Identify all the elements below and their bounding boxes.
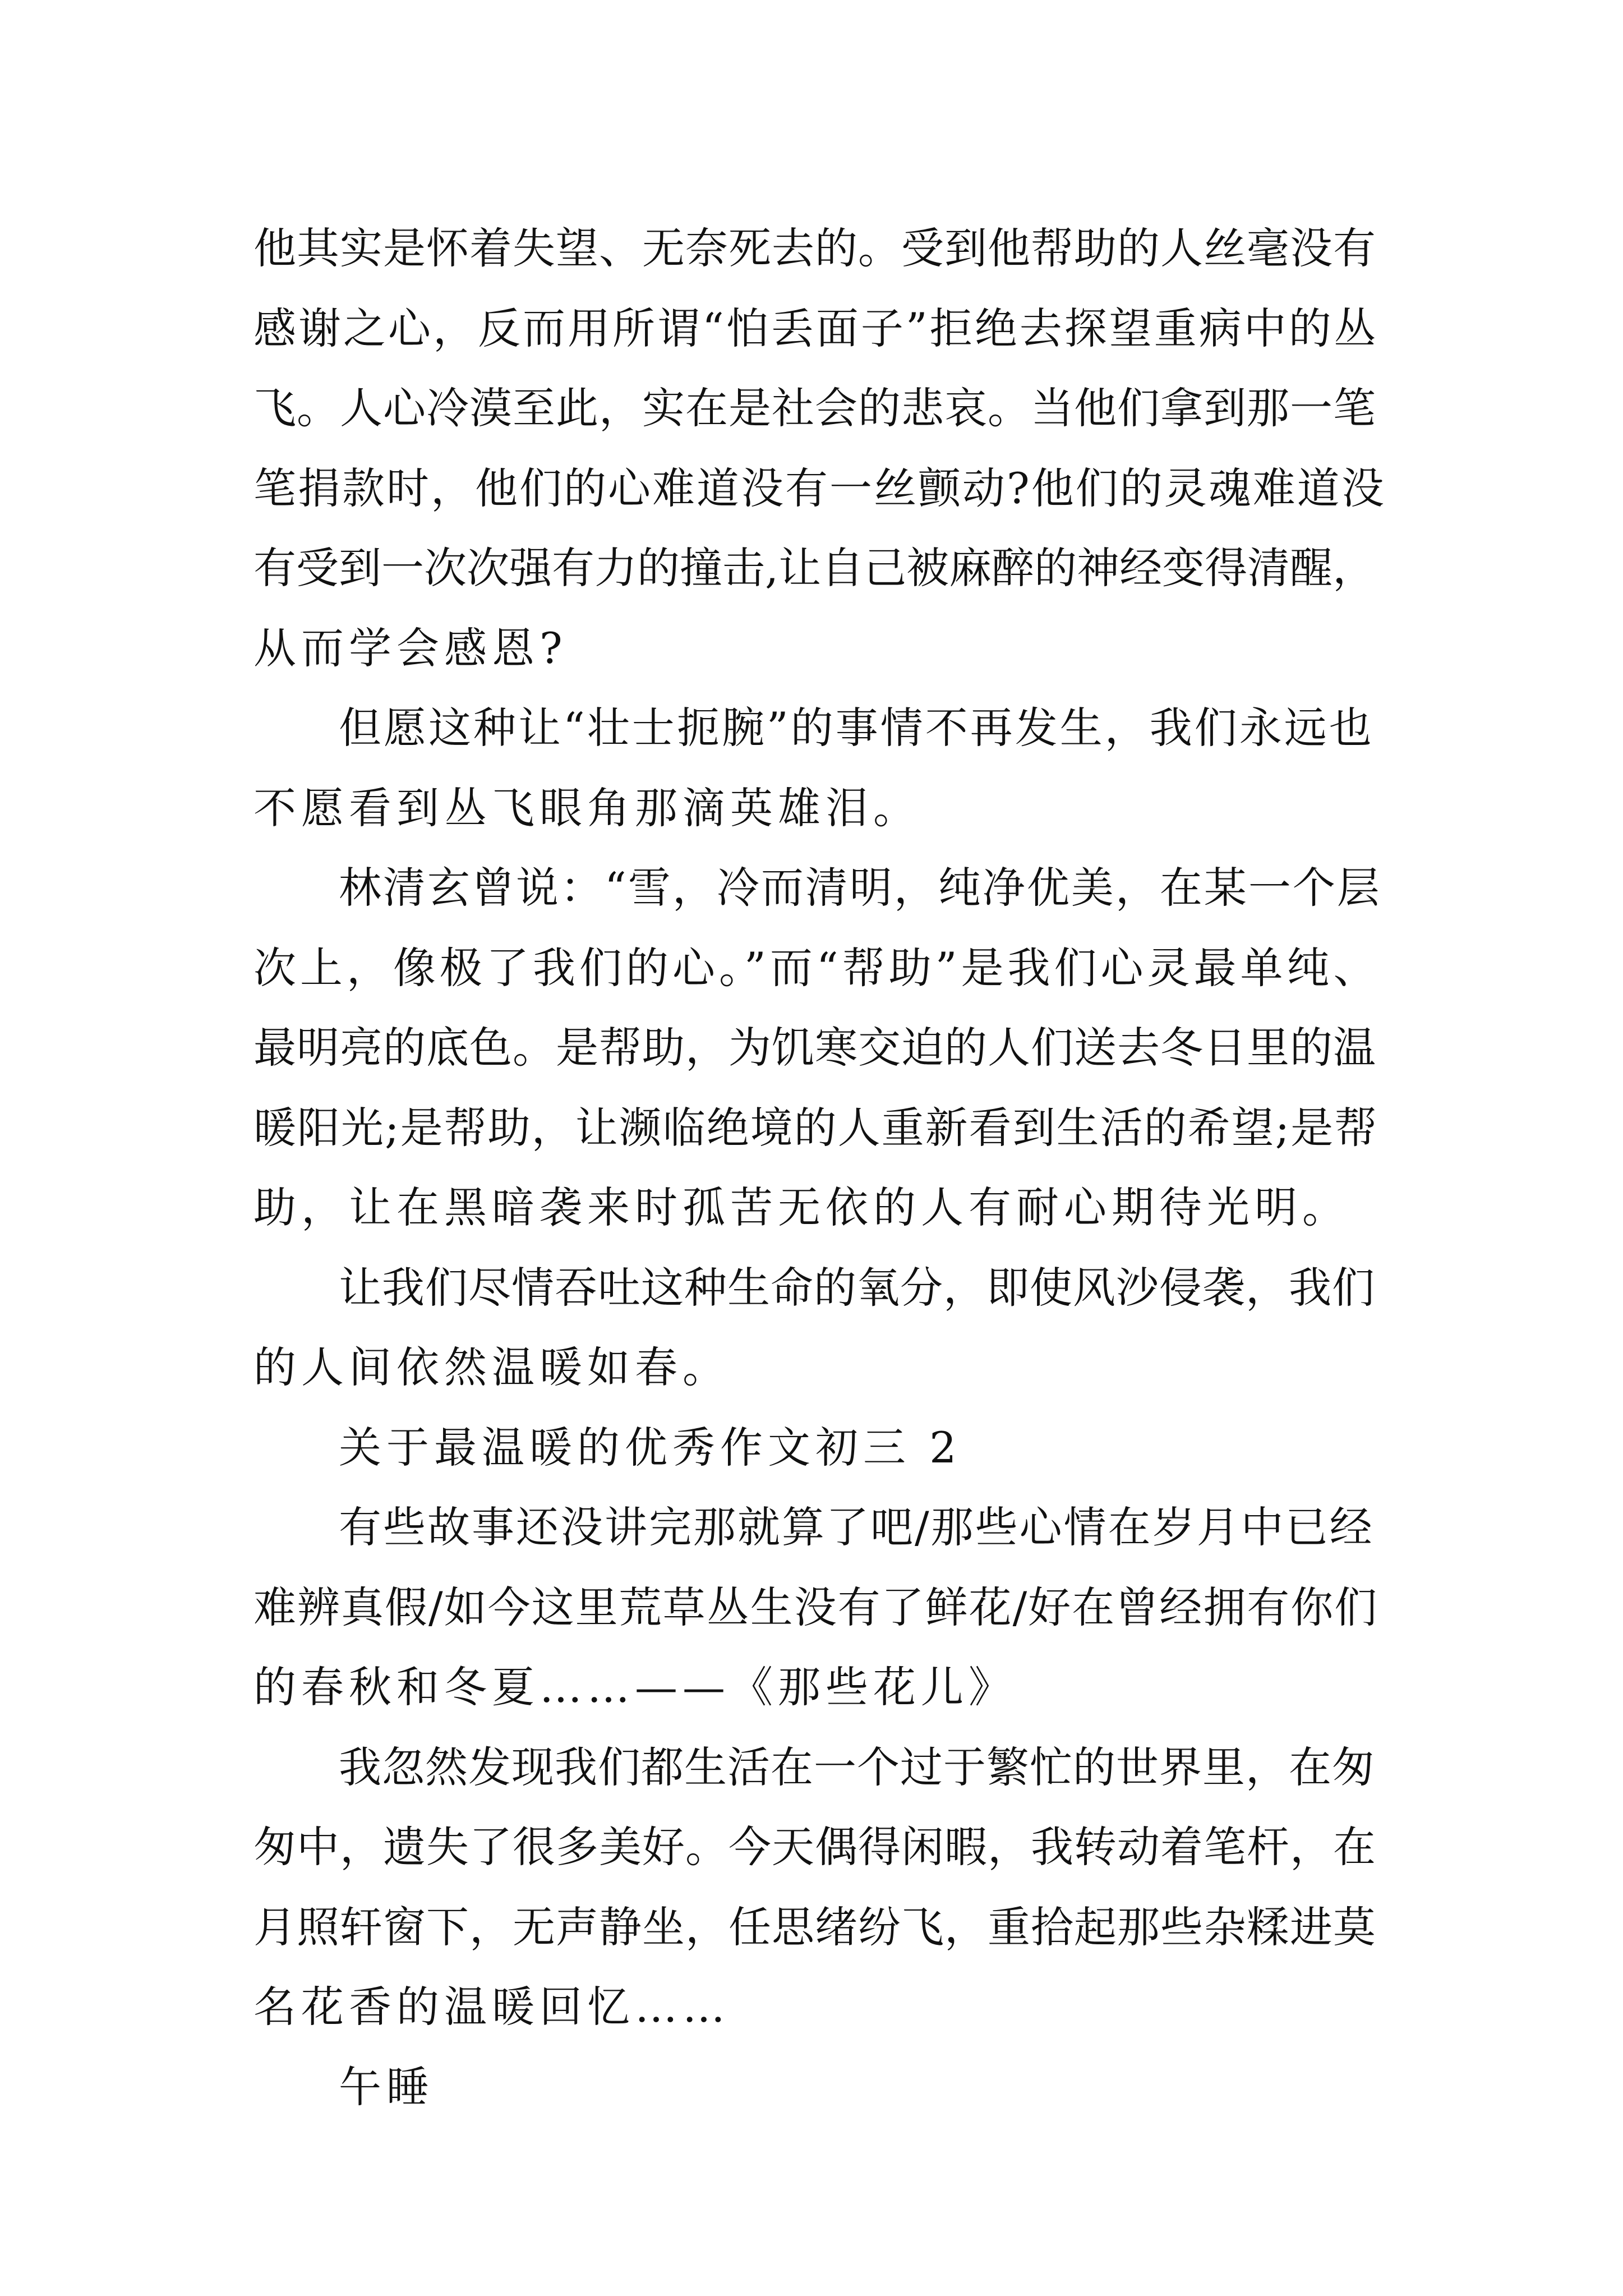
- text-line: 午睡: [339, 2062, 434, 2112]
- text-line: 我忽然发现我们都生活在一个过于繁忙的世界里，在匆: [339, 1742, 1375, 1792]
- text-line: 最明亮的底色。是帮助，为饥寒交迫的人们送去冬日里的温: [253, 1023, 1376, 1073]
- document-body: [253, 209, 1386, 2127]
- text-line: 助，让在黑暗袭来时孤苦无依的人有耐心期待光明。: [253, 1182, 1350, 1232]
- text-line: 匆中，遗失了很多美好。今天偶得闲暇，我转动着笔杆，在: [253, 1822, 1376, 1872]
- text-line: 暖阳光;是帮助，让濒临绝境的人重新看到生活的希望;是帮: [253, 1102, 1378, 1153]
- text-line: 感谢之心，反而用所谓“怕丢面子”拒绝去探望重病中的丛: [253, 303, 1378, 353]
- text-line: 但愿这种让“壮士扼腕”的事情不再发生，我们永远也: [339, 703, 1374, 753]
- text-line: 关于最温暖的优秀作文初三 2: [339, 1422, 962, 1473]
- text-line: 从而学会感恩?: [253, 623, 568, 673]
- text-line: 次上，像极了我们的心。”而“帮助”是我们心灵最单纯、: [253, 942, 1380, 993]
- text-line: 有些故事还没讲完那就算了吧/那些心情在岁月中已经: [339, 1502, 1374, 1552]
- text-line: 的人间依然温暖如春。: [253, 1342, 730, 1392]
- text-line: 他其实是怀着失望、无奈死去的。受到他帮助的人丝毫没有: [253, 223, 1376, 273]
- text-line: 笔捐款时，他们的心难道没有一丝颤动?他们的灵魂难道没: [253, 463, 1386, 513]
- text-line: 的春秋和冬夏……——《那些花儿》: [253, 1662, 1016, 1712]
- text-line: 名花香的温暖回忆……: [253, 1982, 730, 2032]
- text-line: 有受到一次次强有力的撞击,让自己被麻醉的神经变得清醒，: [253, 543, 1376, 593]
- text-line: 月照轩窗下，无声静坐，任思绪纷飞，重拾起那些杂糅进莫: [253, 1902, 1376, 1952]
- text-line: 林清玄曾说：“雪，冷而清明，纯净优美，在某一个层: [339, 863, 1381, 913]
- text-line: 让我们尽情吞吐这种生命的氧分，即使风沙侵袭，我们: [339, 1262, 1375, 1313]
- text-line: 飞。人心冷漠至此，实在是社会的悲哀。当他们拿到那一笔: [253, 383, 1376, 433]
- text-line: 难辨真假/如今这里荒草丛生没有了鲜花/好在曾经拥有你们: [253, 1582, 1378, 1632]
- text-line: 不愿看到丛飞眼角那滴英雄泪。: [253, 783, 921, 833]
